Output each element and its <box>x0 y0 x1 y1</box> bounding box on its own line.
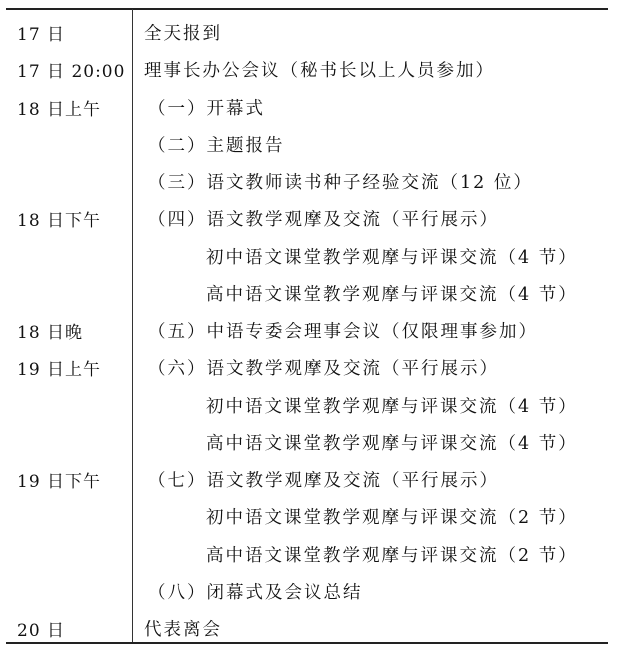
activity-cell: （一）开幕式 <box>148 98 265 119</box>
schedule-row <box>0 607 624 644</box>
activity-cell: （二）主题报告 <box>148 135 285 156</box>
activity-cell: （六）语文教学观摩及交流（平行展示） <box>148 359 499 380</box>
schedule-row <box>0 11 624 48</box>
schedule-row <box>0 570 624 607</box>
activity-cell: （五）中语专委会理事会议（仅限理事参加） <box>148 322 538 342</box>
activity-cell: 全天报到 <box>144 24 222 44</box>
activity-cell: 初中语文课堂教学观摩与评课交流（4 节） <box>206 396 578 417</box>
activity-cell: （七）语文教学观摩及交流（平行展示） <box>148 471 499 491</box>
time-cell: 20 日 <box>17 621 66 641</box>
schedule-row <box>0 272 624 309</box>
activity-cell: （三）语文教师读书种子经验交流（12 位） <box>148 173 533 193</box>
schedule-row <box>0 495 624 532</box>
schedule-row <box>0 48 624 85</box>
time-cell: 19 日上午 <box>17 360 102 381</box>
time-cell: 18 日下午 <box>17 211 102 232</box>
schedule-row <box>0 346 624 383</box>
schedule-row <box>0 235 624 272</box>
activity-cell: 高中语文课堂教学观摩与评课交流（4 节） <box>206 433 578 454</box>
activity-cell: 初中语文课堂教学观摩与评课交流（4 节） <box>206 247 578 268</box>
activity-cell: 高中语文课堂教学观摩与评课交流（4 节） <box>206 284 578 305</box>
time-cell: 18 日上午 <box>17 99 102 120</box>
activity-cell: 理事长办公会议（秘书长以上人员参加） <box>144 61 495 82</box>
schedule-row <box>0 86 624 123</box>
schedule-row <box>0 309 624 346</box>
activity-cell: 代表离会 <box>144 620 222 640</box>
time-cell: 17 日 20:00 <box>17 62 126 83</box>
top-rule <box>6 8 608 10</box>
activity-cell: 初中语文课堂教学观摩与评课交流（2 节） <box>206 508 578 529</box>
activity-cell: （四）语文教学观摩及交流（平行展示） <box>148 210 499 231</box>
schedule-row <box>0 421 624 458</box>
time-cell: 17 日 <box>17 25 66 45</box>
schedule-row <box>0 197 624 234</box>
bottom-rule <box>6 642 608 644</box>
time-cell: 18 日晚 <box>17 323 84 343</box>
schedule-row <box>0 384 624 421</box>
schedule-row <box>0 533 624 570</box>
activity-cell: 高中语文课堂教学观摩与评课交流（2 节） <box>206 545 578 566</box>
schedule-row <box>0 123 624 160</box>
schedule-row <box>0 458 624 495</box>
time-cell: 19 日下午 <box>17 472 102 492</box>
schedule-row <box>0 160 624 197</box>
activity-cell: （八）闭幕式及会议总结 <box>148 582 363 603</box>
